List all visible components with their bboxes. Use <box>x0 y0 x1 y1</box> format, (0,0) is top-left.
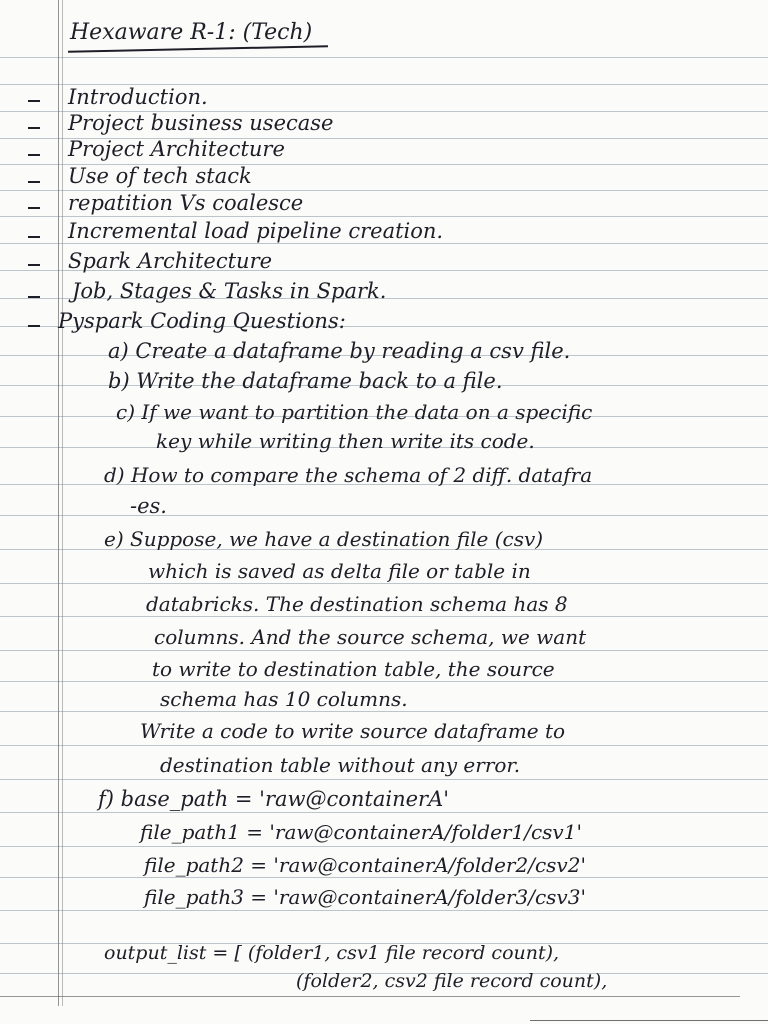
question-line: d) How to compare the schema of 2 diff. datafra <box>104 463 593 487</box>
ruled-line <box>0 745 768 746</box>
bullet-dash <box>28 181 40 183</box>
question-line: file_path1 = 'raw@containerA/folder1/csv1' <box>140 820 582 844</box>
question-line: c) If we want to partition the data on a specific <box>116 400 593 424</box>
bullet-dash <box>28 100 40 102</box>
ruled-line <box>0 650 768 651</box>
question-line: which is saved as delta file or table in <box>148 559 531 583</box>
topic-item: Project business usecase <box>68 111 334 135</box>
bullet-dash <box>28 264 40 266</box>
ruled-line <box>0 846 768 847</box>
question-line: output_list = [ (folder1, csv1 file record count), <box>104 942 560 964</box>
topic-item: Project Architecture <box>68 137 285 161</box>
question-line: Write a code to write source dataframe to <box>140 719 566 743</box>
ruled-line <box>0 515 768 516</box>
question-line: e) Suppose, we have a destination file (csv) <box>104 527 544 551</box>
topic-item: Pyspark Coding Questions: <box>58 309 346 333</box>
question-line: b) Write the dataframe back to a file. <box>108 369 503 393</box>
question-line: (folder2, csv2 file record count), <box>296 970 608 992</box>
question-line: file_path3 = 'raw@containerA/folder3/csv3' <box>144 885 586 909</box>
page-title: Hexaware R-1: (Tech) <box>70 20 313 45</box>
topic-item: Spark Architecture <box>68 249 273 273</box>
question-line: destination table without any error. <box>160 753 521 777</box>
ruled-line <box>0 57 768 58</box>
margin-line <box>58 0 59 1006</box>
bullet-dash <box>28 296 40 298</box>
ruled-line <box>0 779 768 780</box>
bullet-dash <box>28 154 40 156</box>
ruled-line <box>0 812 768 813</box>
question-line: a) Create a dataframe by reading a csv file. <box>108 339 571 363</box>
bullet-dash <box>28 236 40 238</box>
question-line: to write to destination table, the source <box>152 657 555 681</box>
question-line: schema has 10 columns. <box>160 687 408 711</box>
question-line: -es. <box>130 494 167 518</box>
title-underline <box>68 45 328 52</box>
bullet-dash <box>28 207 40 209</box>
ruled-line <box>0 910 768 911</box>
topic-item: Job, Stages & Tasks in Spark. <box>72 279 387 303</box>
page-edge <box>0 996 740 997</box>
bullet-dash <box>28 325 40 327</box>
question-line: f) base_path = 'raw@containerA' <box>98 787 450 811</box>
question-line: key while writing then write its code. <box>156 429 535 453</box>
margin-line <box>62 0 63 1006</box>
ruled-line <box>0 216 768 217</box>
topic-item: Introduction. <box>68 85 208 109</box>
topic-item: repatition Vs coalesce <box>68 191 304 215</box>
topic-item: Use of tech stack <box>68 164 252 188</box>
question-line: columns. And the source schema, we want <box>154 625 587 649</box>
question-line: file_path2 = 'raw@containerA/folder2/csv2' <box>144 853 586 877</box>
page-footer-line <box>530 1020 768 1021</box>
bullet-dash <box>28 127 40 129</box>
question-line: databricks. The destination schema has 8 <box>146 592 568 616</box>
topic-item: Incremental load pipeline creation. <box>68 219 444 243</box>
